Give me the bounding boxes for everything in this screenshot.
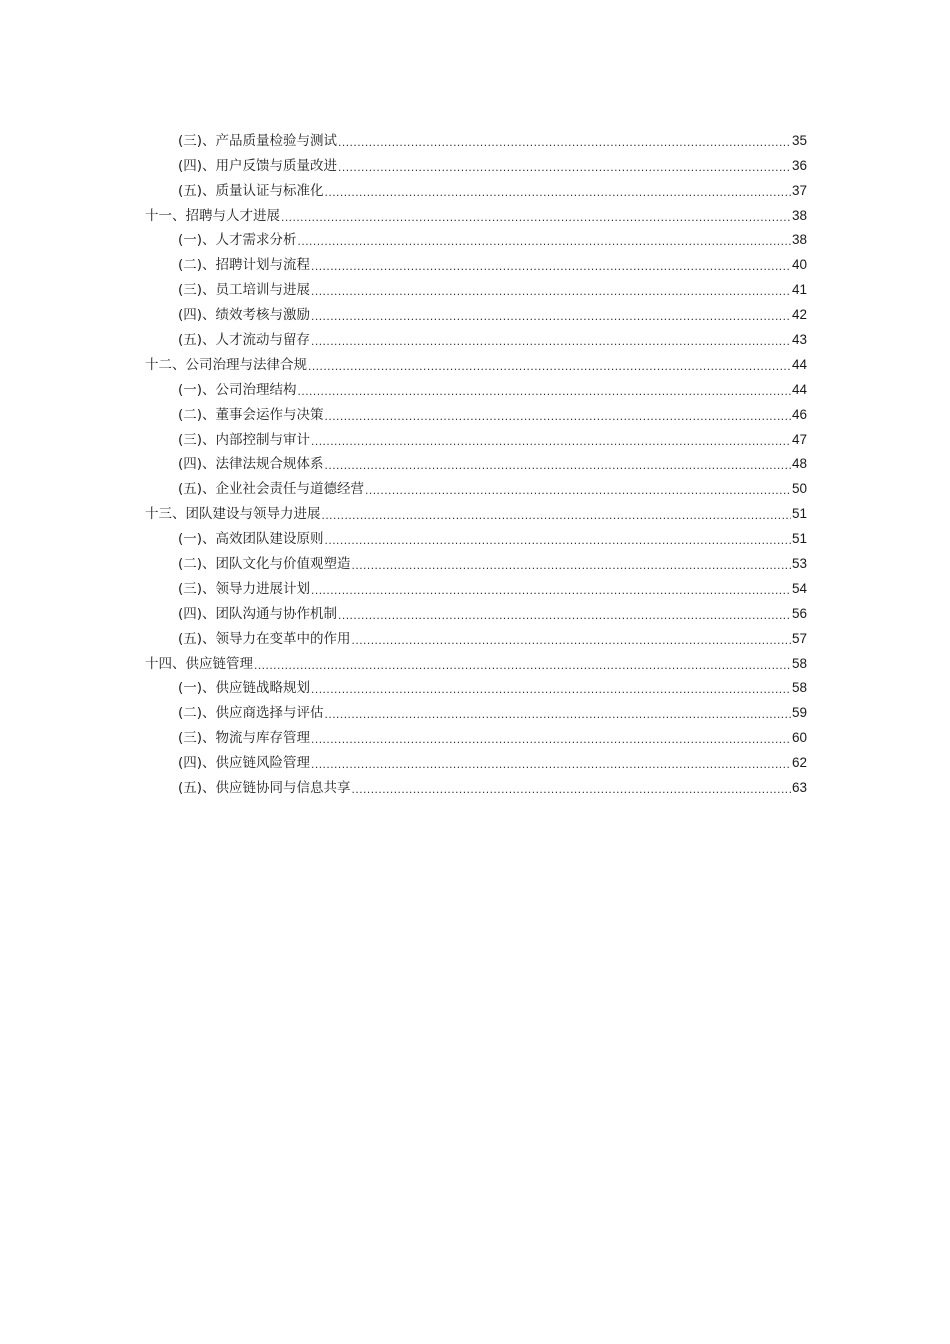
- toc-dot-leader: [298, 383, 791, 399]
- toc-entry-title: (二)、团队文化与价值观塑造: [178, 556, 351, 573]
- toc-dot-leader: [298, 233, 791, 249]
- toc-section-entry[interactable]: [145, 299, 807, 324]
- toc-entry-title: (二)、董事会运作与决策: [178, 406, 324, 423]
- toc-entry-title: (二)、供应商选择与评估: [178, 705, 324, 722]
- toc-page-number: 58: [791, 680, 807, 696]
- toc-page-number: 57: [791, 630, 807, 646]
- toc-entry-title: (五)、领导力在变革中的作用: [178, 630, 351, 647]
- toc-dot-leader: [311, 283, 791, 299]
- toc-section-entry[interactable]: [145, 399, 807, 424]
- toc-dot-leader: [365, 482, 791, 498]
- toc-page-number: 51: [791, 531, 807, 547]
- toc-page-number: 63: [791, 780, 807, 796]
- toc-page-number: 44: [791, 381, 807, 397]
- toc-entry-title: (五)、企业社会责任与道德经营: [178, 481, 365, 498]
- toc-section-entry[interactable]: [145, 374, 807, 399]
- toc-entry-title: (二)、招聘计划与流程: [178, 257, 311, 274]
- toc-dot-leader: [311, 333, 791, 349]
- toc-section-entry[interactable]: [145, 150, 807, 175]
- toc-chapter-entry[interactable]: [145, 648, 807, 673]
- toc-dot-leader: [352, 632, 791, 648]
- toc-section-entry[interactable]: [145, 424, 807, 449]
- toc-page-number: 47: [791, 431, 807, 447]
- toc-entry-title: (四)、团队沟通与协作机制: [178, 605, 338, 622]
- toc-entry-title: (四)、法律法规合规体系: [178, 456, 324, 473]
- toc-dot-leader: [311, 582, 791, 598]
- toc-chapter-entry[interactable]: [145, 498, 807, 523]
- toc-section-entry[interactable]: [145, 274, 807, 299]
- toc-section-entry[interactable]: [145, 573, 807, 598]
- toc-chapter-entry[interactable]: [145, 349, 807, 374]
- toc-dot-leader: [311, 433, 791, 449]
- toc-page-number: 51: [791, 506, 807, 522]
- toc-entry-title: (三)、领导力进展计划: [178, 580, 311, 597]
- toc-entry-title: (三)、物流与库存管理: [178, 730, 311, 747]
- toc-page-number: 37: [791, 182, 807, 198]
- toc-dot-leader: [311, 258, 791, 274]
- toc-section-entry[interactable]: [145, 598, 807, 623]
- toc-entry-title: 十三、团队建设与领导力进展: [145, 506, 321, 523]
- toc-entry-title: (五)、供应链协同与信息共享: [178, 780, 351, 797]
- toc-dot-leader: [338, 134, 791, 150]
- toc-page-number: 42: [791, 307, 807, 323]
- toc-dot-leader: [352, 781, 791, 797]
- toc-page-number: 50: [791, 481, 807, 497]
- toc-page-number: 35: [791, 132, 807, 148]
- toc-dot-leader: [311, 681, 791, 697]
- toc-dot-leader: [325, 532, 791, 548]
- toc-dot-leader: [311, 756, 791, 772]
- toc-section-entry[interactable]: [145, 225, 807, 250]
- toc-entry-title: (一)、高效团队建设原则: [178, 531, 324, 548]
- toc-section-entry[interactable]: [145, 249, 807, 274]
- toc-section-entry[interactable]: [145, 772, 807, 797]
- toc-section-entry[interactable]: [145, 449, 807, 474]
- toc-page-number: 43: [791, 332, 807, 348]
- toc-page-number: 53: [791, 556, 807, 572]
- toc-dot-leader: [325, 706, 791, 722]
- toc-entry-title: 十二、公司治理与法律合规: [145, 356, 307, 373]
- toc-page-number: 41: [791, 282, 807, 298]
- toc-dot-leader: [338, 159, 791, 175]
- toc-section-entry[interactable]: [145, 697, 807, 722]
- toc-entry-title: (四)、供应链风险管理: [178, 755, 311, 772]
- toc-page-number: 40: [791, 257, 807, 273]
- toc-page-number: 58: [791, 655, 807, 671]
- toc-section-entry[interactable]: [145, 125, 807, 150]
- toc-dot-leader: [325, 184, 791, 200]
- toc-entry-title: (三)、员工培训与进展: [178, 282, 311, 299]
- toc-page-number: 56: [791, 605, 807, 621]
- toc-dot-leader: [254, 657, 791, 673]
- toc-entry-title: (三)、产品质量检验与测试: [178, 132, 338, 149]
- toc-section-entry[interactable]: [145, 623, 807, 648]
- toc-dot-leader: [322, 507, 791, 523]
- toc-dot-leader: [338, 607, 791, 623]
- toc-page-number: 44: [791, 356, 807, 372]
- toc-dot-leader: [325, 408, 791, 424]
- toc-section-entry[interactable]: [145, 523, 807, 548]
- toc-entry-title: (五)、质量认证与标准化: [178, 182, 324, 199]
- toc-chapter-entry[interactable]: [145, 200, 807, 225]
- toc-section-entry[interactable]: [145, 324, 807, 349]
- toc-page-number: 62: [791, 755, 807, 771]
- toc-page-number: 54: [791, 580, 807, 596]
- table-of-contents: [145, 125, 807, 797]
- toc-page-number: 38: [791, 207, 807, 223]
- toc-dot-leader: [308, 358, 791, 374]
- toc-section-entry[interactable]: [145, 175, 807, 200]
- toc-section-entry[interactable]: [145, 473, 807, 498]
- toc-dot-leader: [325, 457, 791, 473]
- toc-entry-title: 十一、招聘与人才进展: [145, 207, 280, 224]
- toc-dot-leader: [281, 209, 791, 225]
- toc-entry-title: (一)、公司治理结构: [178, 381, 297, 398]
- toc-page-number: 59: [791, 705, 807, 721]
- toc-section-entry[interactable]: [145, 722, 807, 747]
- toc-page-number: 48: [791, 456, 807, 472]
- toc-section-entry[interactable]: [145, 673, 807, 698]
- toc-dot-leader: [352, 557, 791, 573]
- toc-entry-title: (五)、人才流动与留存: [178, 332, 311, 349]
- toc-entry-title: (一)、供应链战略规划: [178, 680, 311, 697]
- toc-dot-leader: [311, 308, 791, 324]
- toc-entry-title: (四)、用户反馈与质量改进: [178, 157, 338, 174]
- toc-page-number: 38: [791, 232, 807, 248]
- toc-entry-title: (四)、绩效考核与激励: [178, 307, 311, 324]
- toc-page-number: 36: [791, 157, 807, 173]
- toc-dot-leader: [311, 731, 791, 747]
- toc-section-entry[interactable]: [145, 548, 807, 573]
- toc-entry-title: (三)、内部控制与审计: [178, 431, 311, 448]
- toc-page-number: 46: [791, 406, 807, 422]
- toc-page-number: 60: [791, 730, 807, 746]
- toc-section-entry[interactable]: [145, 747, 807, 772]
- toc-entry-title: 十四、供应链管理: [145, 655, 253, 672]
- toc-entry-title: (一)、人才需求分析: [178, 232, 297, 249]
